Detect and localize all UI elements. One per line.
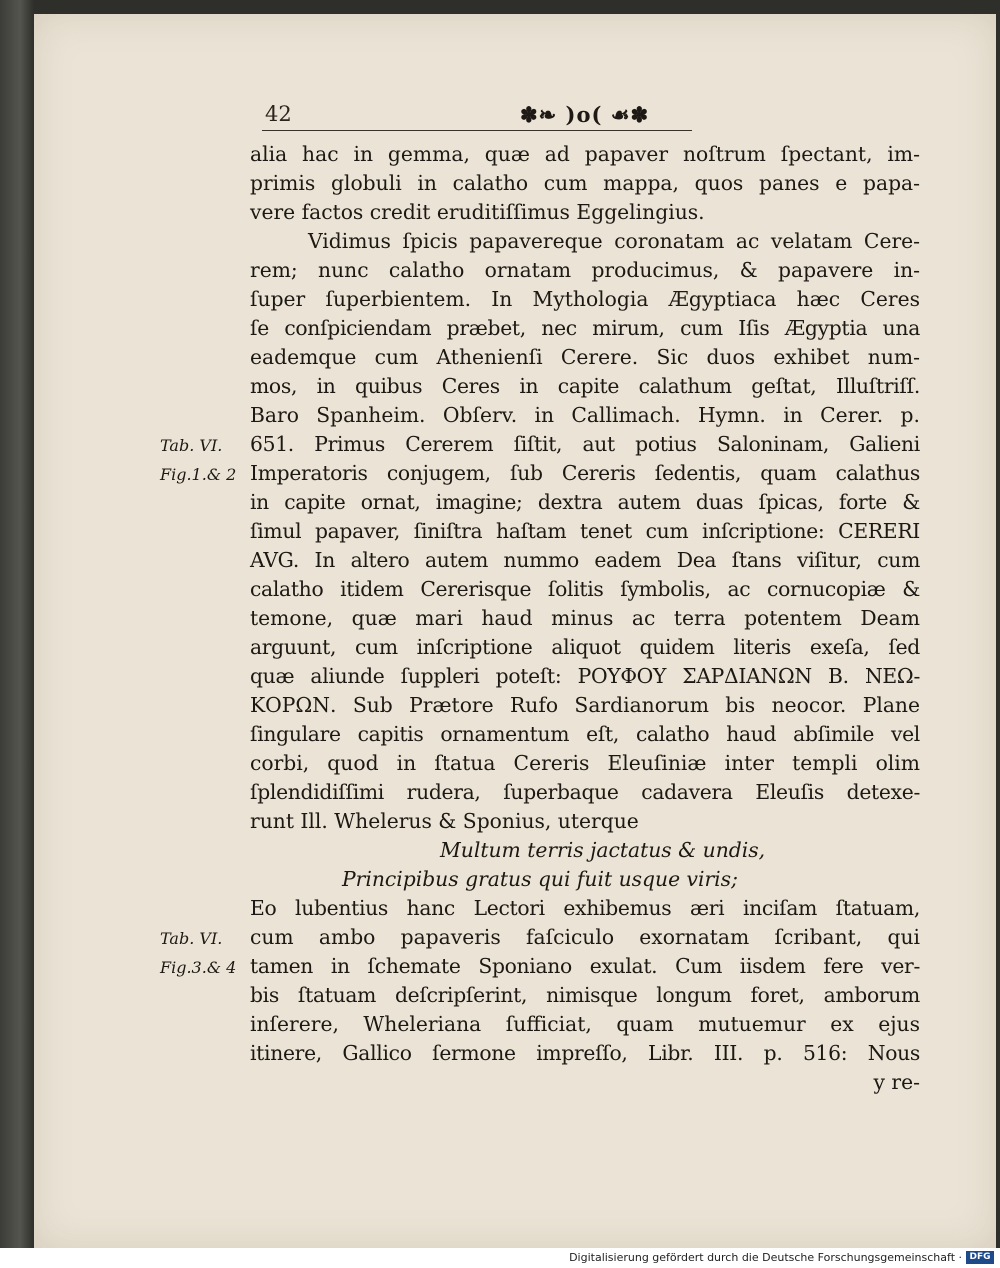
text-line: Eo lubentius hanc Lectori exhibemus æri inciſam ſtatuam, [250,896,920,920]
verse-line: Principibus gratus qui fuit usque viris; [342,867,738,891]
margin-note-2 [160,924,236,982]
text-line: in capite ornat, imagine; dextra autem duas ſpicas, forte & [250,490,920,514]
text-line: bis ſtatuam deſcripſerint, nimisque longum foret, amborum [250,983,920,1007]
header-ornament: ✽❧ )o( ☙✽ [520,102,650,127]
text-line: alia hac in gemma, quæ ad papaver noſtrum ſpectant, im- [250,142,920,166]
text-line: cum ambo papaveris faſciculo exornatam ſcribant, qui [250,925,920,949]
text-line: tamen in ſchemate Sponiano exulat. Cum iisdem fere ver- [250,954,920,978]
text-line: inſerere, Wheleriana ſufficiat, quam mutuemur ex ejus [250,1012,920,1036]
margin-note-fig: Fig.3.& 4 [160,958,237,977]
verse-line: Multum terris jactatus & undis, [440,838,766,862]
text-line: primis globuli in calatho cum mappa, quos panes e papa- [250,171,920,195]
text-line: ſimul papaver, ſiniſtra haſtam tenet cum inſcriptione: CERERI [250,519,920,543]
text-line: ſingulare capitis ornamentum eſt, calatho haud abſimile vel [250,722,920,746]
margin-note-fig: Fig.1.& 2 [160,465,237,484]
text-line: itinere, Gallico ſermone impreſſo, Libr. III. p. 516: Nous [250,1041,920,1065]
header-rule [262,130,692,131]
text-line: Vidimus ſpicis papavereque coronatam ac velatam Cere- [308,229,920,253]
text-line: Baro Spanheim. Obſerv. in Callimach. Hymn. in Cerer. p. [250,403,920,427]
text-line: corbi, quod in ſtatua Cereris Eleuſiniæ inter templi olim [250,751,920,775]
dfg-logo: DFG [966,1251,994,1264]
text-line: ſe conſpiciendam præbet, nec mirum, cum Iſis Ægyptia una [250,316,920,340]
text-line: runt Ill. Whelerus & Sponius, uterque [250,809,639,833]
text-line: quæ aliunde ſuppleri poteſt: ΡΟΥΦΟΥ ΣΑΡΔΙΑΝΩΝ Β. ΝΕΩ- [250,664,920,688]
text-line: arguunt, cum inſcriptione aliquot quidem literis exeſa, ſed [250,635,920,659]
margin-note-tab: Tab. VI. [160,436,223,455]
text-line: ſplendidiſſimi rudera, ſuperbaque cadavera Eleuſis detexe- [250,780,920,804]
page-number: 42 [265,102,292,126]
text-line: temone, quæ mari haud minus ac terra potentem Deam [250,606,920,630]
margin-note-1 [160,431,236,489]
margin-note-tab: Tab. VI. [160,929,223,948]
text-line: AVG. In altero autem nummo eadem Dea ſtans viſitur, cum [250,548,920,572]
text-line: eademque cum Athenienſi Cerere. Sic duos exhibet num- [250,345,920,369]
dfg-credit: Digitalisierung gefördert durch die Deutsche Forschungsgemeinschaft · [569,1251,962,1264]
text-line: Imperatoris conjugem, ſub Cereris ſedentis, quam calathus [250,461,920,485]
body-text [250,140,920,1097]
text-line: ΚΟΡΩΝ. Sub Prætore Rufo Sardianorum bis neocor. Plane [250,693,920,717]
catchword: y re- [873,1070,920,1094]
text-line: rem; nunc calatho ornatam producimus, & papavere in- [250,258,920,282]
text-line: mos, in quibus Ceres in capite calathum geſtat, Illuſtriſſ. [250,374,920,398]
text-line: ſuper ſuperbientem. In Mythologia Ægyptiaca hæc Ceres [250,287,920,311]
text-line: calatho itidem Cererisque ſolitis ſymbolis, ac cornucopiæ & [250,577,920,601]
text-line: 651. Primus Cererem ſiſtit, aut potius Saloninam, Galieni [250,432,920,456]
text-line: vere factos credit eruditiſſimus Eggelingius. [250,200,705,224]
